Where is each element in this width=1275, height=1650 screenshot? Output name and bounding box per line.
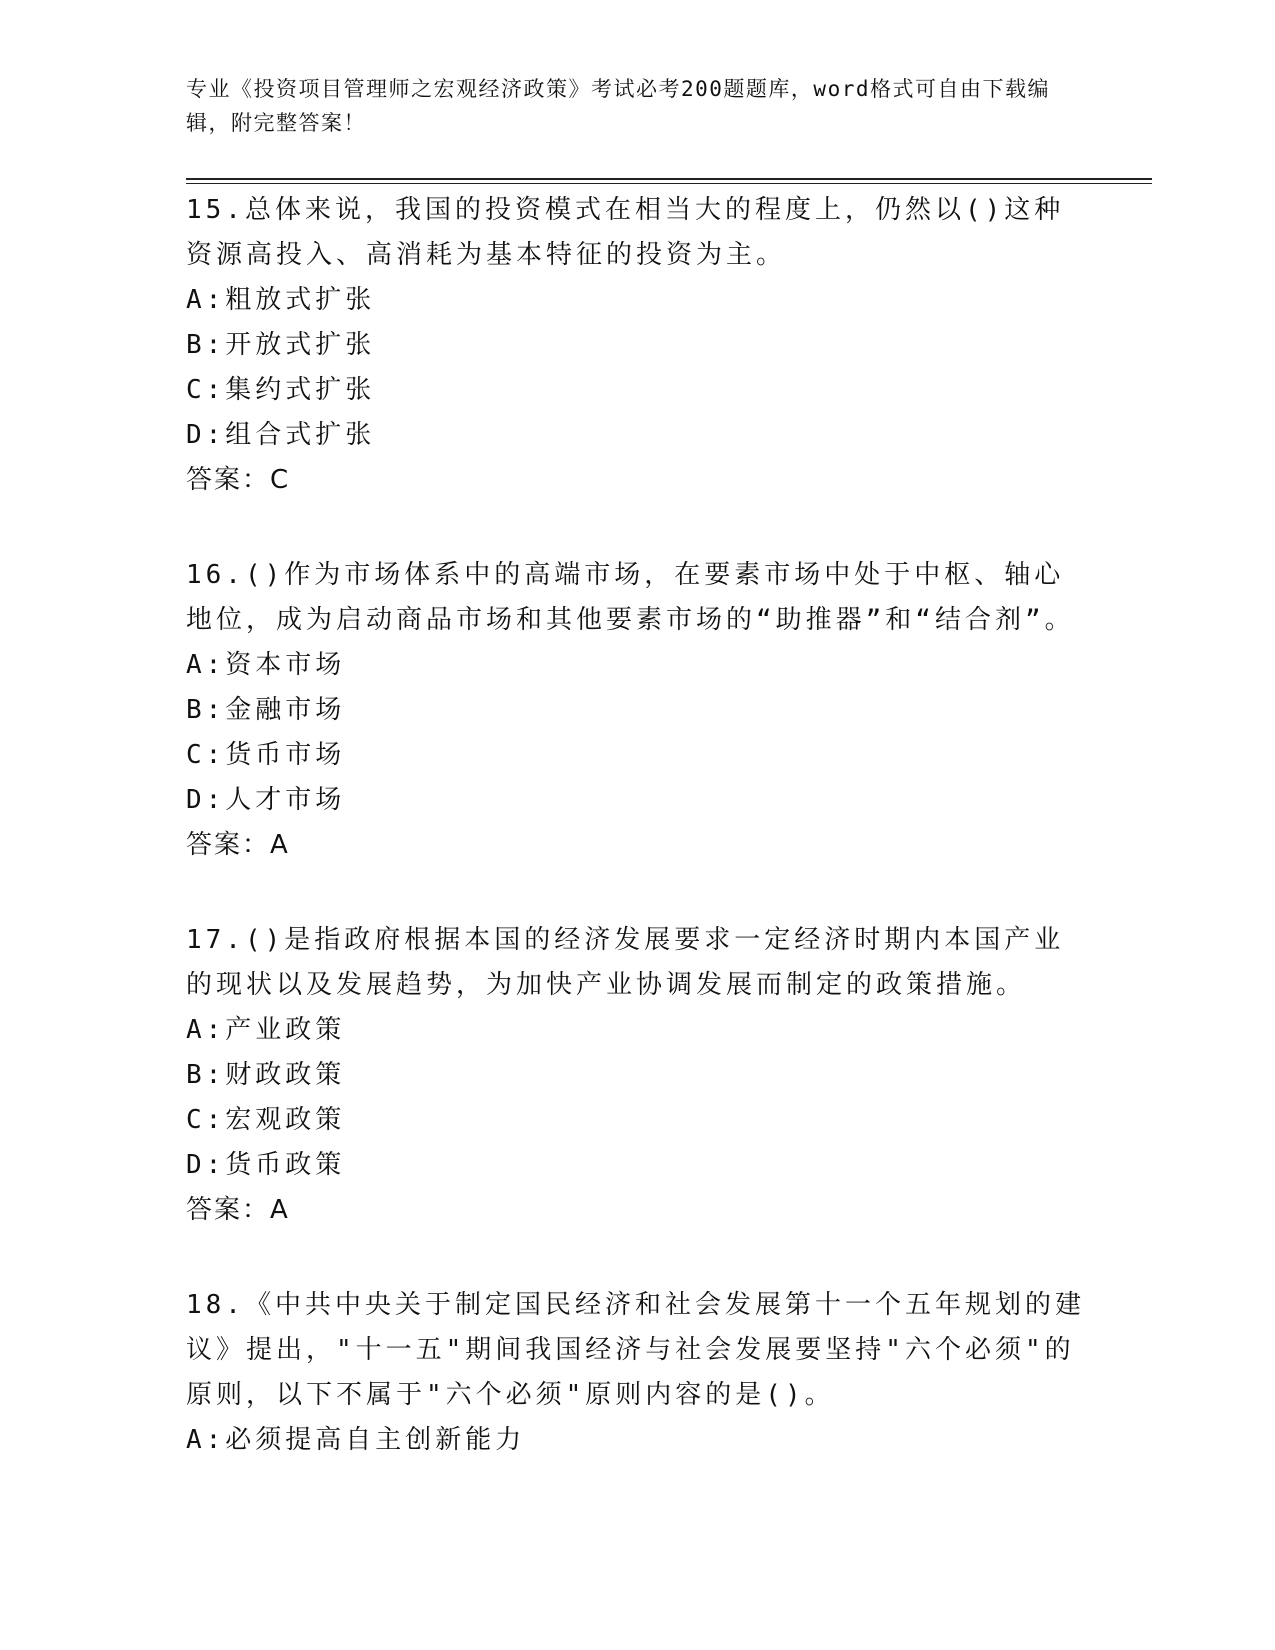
question-16 [186,553,1086,868]
answer: 答案：A [186,830,290,860]
option-b: B:开放式扩张 [186,330,376,360]
option-d: D:组合式扩张 [186,420,376,450]
question-18 [186,1283,1086,1463]
option-b: B:财政政策 [186,1060,346,1090]
question-15 [186,188,1086,503]
option-d: D:货币政策 [186,1150,346,1180]
question-stem: 17.()是指政府根据本国的经济发展要求一定经济时期内本国产业的现状以及发展趋势，为加快产业协调发展而制定的政策措施。 [186,925,1065,1000]
option-b: B:金融市场 [186,695,346,725]
question-stem: 18.《中共中央关于制定国民经济和社会发展第十一个五年规划的建议》提出，"十一五"期间我国经济与社会发展要坚持"六个必须"的原则，以下不属于"六个必须"原则内容的是()。 [186,1290,1085,1410]
header-divider [186,178,1152,180]
option-d: D:人才市场 [186,785,346,815]
answer: 答案：A [186,1195,290,1225]
option-a: A:资本市场 [186,650,346,680]
option-c: C:货币市场 [186,740,346,770]
question-stem: 15.总体来说，我国的投资模式在相当大的程度上，仍然以()这种资源高投入、高消耗为基本特征的投资为主。 [186,195,1065,270]
option-a: A:粗放式扩张 [186,285,376,315]
header-divider-thin [186,183,1152,184]
question-17 [186,918,1086,1233]
option-c: C:集约式扩张 [186,375,376,405]
option-c: C:宏观政策 [186,1105,346,1135]
option-a: A:必须提高自主创新能力 [186,1425,526,1455]
option-a: A:产业政策 [186,1015,346,1045]
document-header: 专业《投资项目管理师之宏观经济政策》考试必考200题题库，word格式可自由下载编辑，附完整答案！ [186,77,1050,135]
question-stem: 16.()作为市场体系中的高端市场，在要素市场中处于中枢、轴心地位，成为启动商品市场和其他要素市场的“助推器”和“结合剂”。 [186,560,1075,635]
answer: 答案：C [186,465,291,495]
